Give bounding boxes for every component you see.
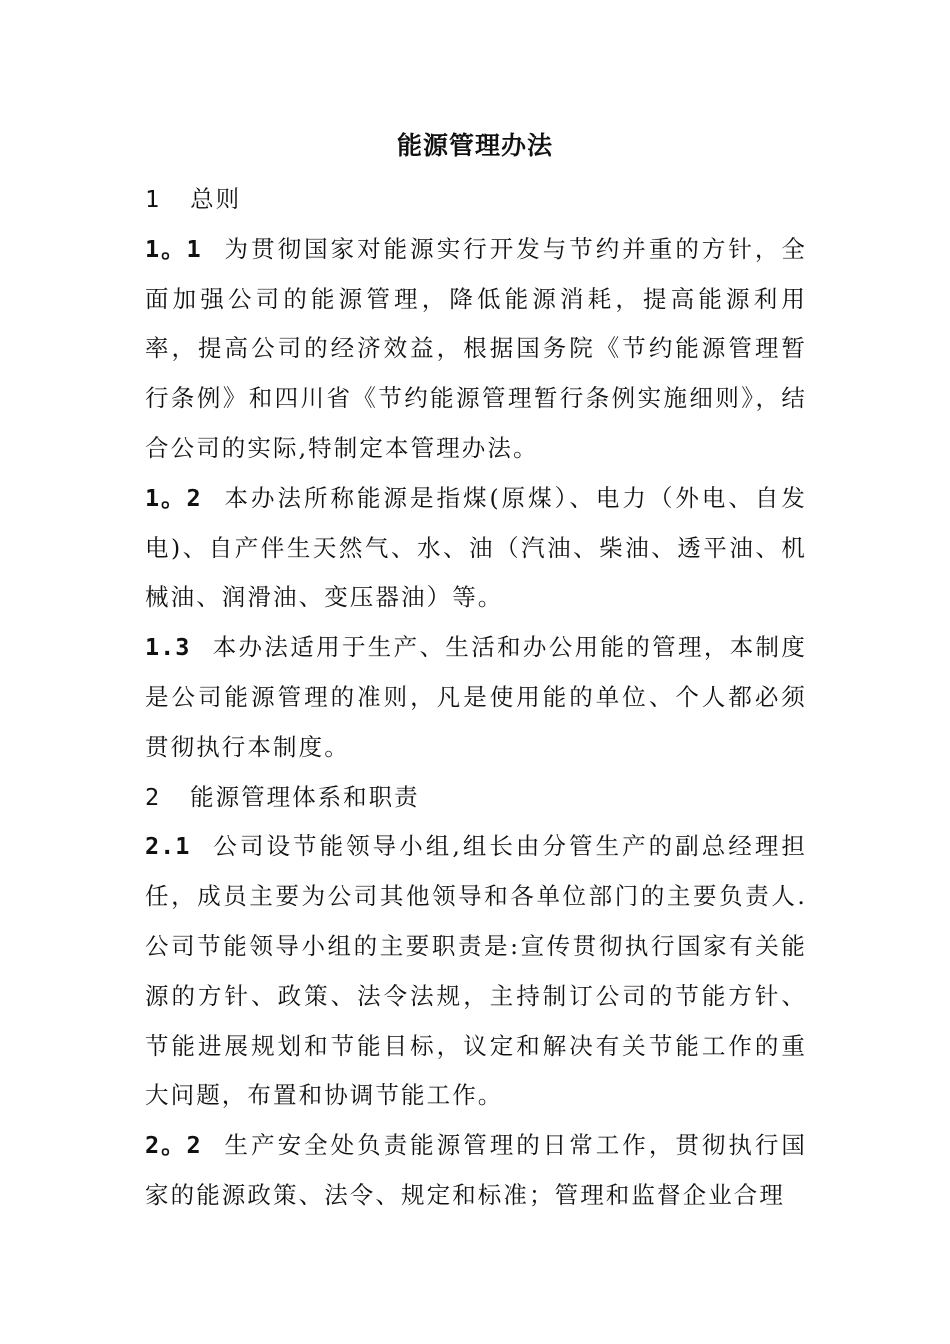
clause-number: 1。2 (145, 483, 202, 512)
section-number: 1 (145, 185, 161, 213)
clause-number: 1.3 (145, 633, 191, 662)
clause-text: 为贯彻国家对能源实行开发与节约并重的方针，全面加强公司的能源管理，降低能源消耗，提高能源利用率，提高公司的经济效益，根据国务院《节约能源管理暂行条例》和四川省《节约能源管理暂行条例实施细则》，结合公司的实际,特制定本管理办法。 (145, 234, 808, 462)
clause-paragraph (145, 474, 807, 623)
clause-paragraph (145, 623, 807, 772)
section-heading-text: 总则 (190, 185, 242, 213)
clause-text: 本办法适用于生产、生活和办公用能的管理，本制度是公司能源管理的准则，凡是使用能的单位、个人都必须贯彻执行本制度。 (145, 633, 807, 761)
document-body (145, 175, 807, 1221)
section-heading (145, 175, 807, 225)
clause-number: 2。2 (145, 1131, 202, 1160)
clause-text: 生产安全处负责能源管理的日常工作，贯彻执行国家的能源政策、法令、规定和标准；管理和监督企业合理 (145, 1131, 808, 1209)
clause-paragraph (145, 225, 807, 474)
clause-paragraph (145, 822, 807, 1121)
clause-number: 1。1 (145, 234, 202, 263)
clause-number: 2.1 (145, 832, 191, 861)
document-title: 能源管理办法 (396, 131, 553, 160)
clause-text: 本办法所称能源是指煤(原煤）、电力（外电、自发电)、自产伴生天然气、水、油（汽油、柴油、透平油、机械油、润滑油、变压器油）等。 (145, 483, 808, 612)
clause-paragraph (145, 1121, 807, 1221)
clause-text: 公司设节能领导小组,组长由分管生产的副总经理担任，成员主要为公司其他领导和各单位部门的主要负责人.公司节能领导小组的主要职责是:宣传贯彻执行国家有关能源的方针、政策、法令法规，主持制订公司的节能方针、节能进展规划和节能目标，议定和解决有关节能工作的重大问题，布置和协调节能工作。 (145, 832, 807, 1110)
section-number: 2 (145, 782, 161, 811)
section-heading-text: 能源管理体系和职责 (190, 782, 420, 811)
section-heading (145, 773, 807, 823)
